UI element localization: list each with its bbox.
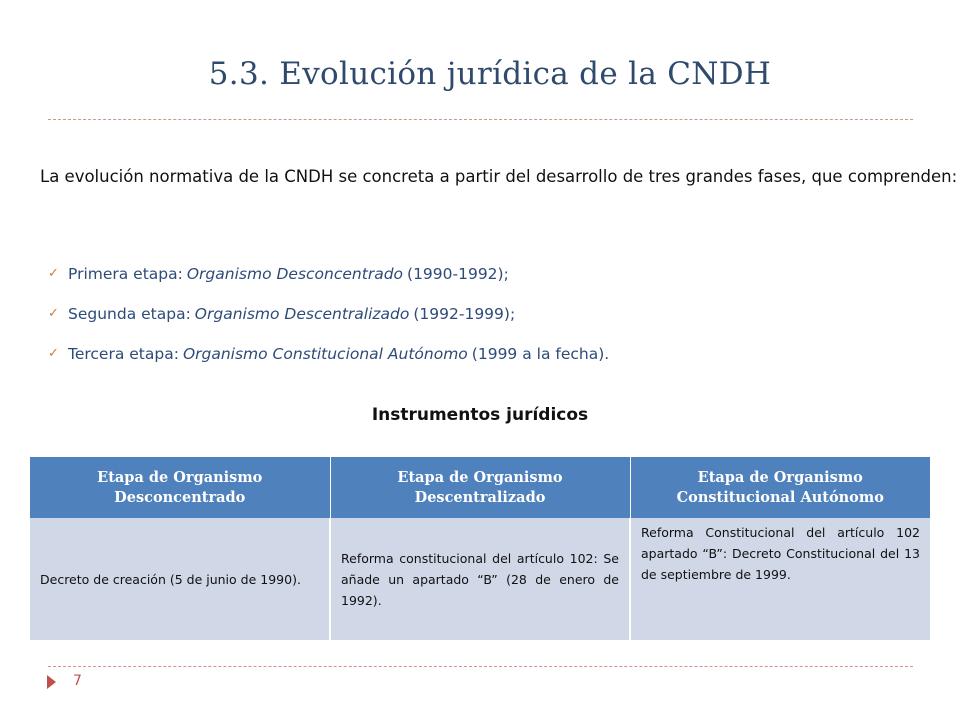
table-header-cell: Etapa de Organismo Constitucional Autónomo: [630, 457, 930, 518]
table-cell: Reforma constitucional del artículo 102: Se añade un apartado “B” (28 de enero de 1992).: [330, 518, 630, 640]
stage-emphasis: Organismo Descentralizado: [194, 305, 410, 323]
stage-item-2: [48, 298, 908, 338]
stage-emphasis: Organismo Constitucional Autónomo: [182, 345, 468, 363]
stage-label: Tercera etapa:: [68, 345, 179, 363]
check-icon: ✓: [48, 346, 59, 361]
table-header-cell: Etapa de Organismo Desconcentrado: [30, 457, 330, 518]
table-row: [30, 518, 930, 640]
stage-item-1: [48, 258, 908, 298]
intro-paragraph: La evolución normativa de la CNDH se concreta a partir del desarrollo de tres grandes fases, que comprenden:: [40, 167, 958, 186]
stage-label: Primera etapa:: [68, 265, 183, 283]
stage-period: (1992-1999);: [413, 305, 516, 323]
page-number: 7: [73, 673, 82, 689]
stage-emphasis: Organismo Desconcentrado: [186, 265, 404, 283]
stage-period: (1999 a la fecha).: [471, 345, 610, 363]
stage-period: (1990-1992);: [407, 265, 509, 283]
table-header-row: [30, 457, 930, 518]
legal-instruments-table: [30, 457, 930, 640]
stage-item-3: [48, 338, 908, 378]
table-header-cell: Etapa de Organismo Descentralizado: [330, 457, 630, 518]
slide-title: 5.3. Evolución jurídica de la CNDH: [208, 56, 772, 92]
title-divider: [48, 119, 913, 120]
check-icon: ✓: [48, 266, 59, 281]
table-cell: Reforma Constitucional del artículo 102 apartado “B”: Decreto Constitucional del 13 de septiembre de 1999.: [630, 518, 930, 640]
stage-list: [48, 258, 908, 378]
check-icon: ✓: [48, 306, 59, 321]
footer-divider: [48, 666, 913, 667]
stage-label: Segunda etapa:: [68, 305, 191, 323]
table-cell: Decreto de creación (5 de junio de 1990).: [30, 518, 330, 640]
triangle-arrow-icon: [47, 675, 56, 689]
table-heading: Instrumentos jurídicos: [371, 405, 589, 425]
